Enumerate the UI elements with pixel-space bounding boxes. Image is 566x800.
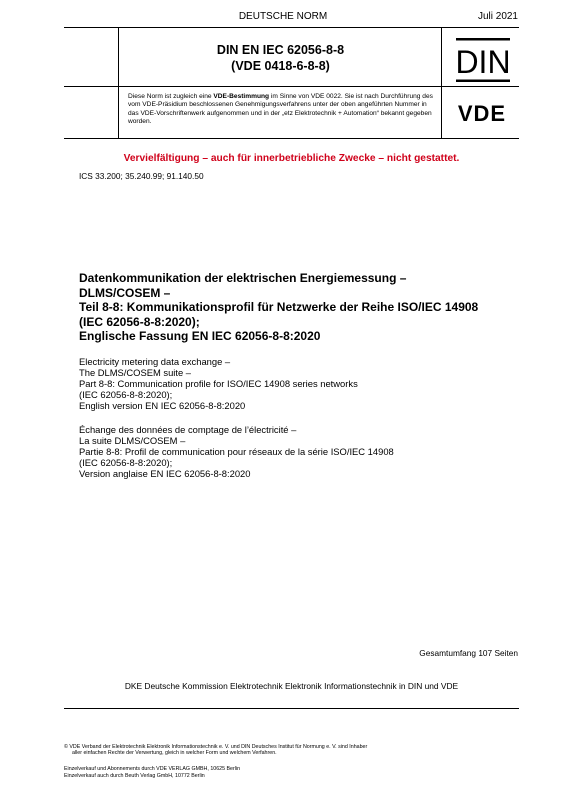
title-de-line: Englische Fassung EN IEC 62056-8-8:2020 (79, 329, 321, 343)
title-fr-line: Échange des données de comptage de l’électricité – (79, 424, 297, 435)
din-logo (455, 37, 511, 83)
title-en-line: English version EN IEC 62056-8-8:2020 (79, 400, 246, 411)
title-de-line: Datenkommunikation der elektrischen Energiemessung – (79, 271, 407, 285)
title-french (79, 424, 519, 479)
title-fr-line: (IEC 62056-8-8:2020); (79, 457, 173, 468)
divider-footer (64, 708, 519, 709)
dke-committee: DKE Deutsche Kommission Elektrotechnik Elektronik Informationstechnik in DIN und VDE (124, 681, 459, 691)
copy-warning: Vervielfältigung – auch für innerbetriebliche Zwecke – nicht gestattet. (123, 153, 460, 164)
title-english (79, 356, 519, 411)
sales-line: Einzelverkauf und Abonnements durch VDE VERLAG GMBH, 10625 Berlin (64, 766, 241, 772)
divider-under-number (64, 86, 519, 87)
copyright-line: © VDE Verband der Elektrotechnik Elektronik Informationstechnik e. V. und DIN Deutsches Institut für Normung e. V. sind Inhaber (64, 744, 368, 750)
din-logo-text: DIN (455, 44, 511, 80)
standard-number-line2: (VDE 0418-6-8-8) (231, 59, 330, 73)
title-fr-line: La suite DLMS/COSEM – (79, 435, 186, 446)
copyright-line: aller einfachen Rechte der Verwertung, gleich in welcher Form und welchem Verfahren. (72, 750, 277, 757)
footer-copyright (64, 744, 504, 757)
title-en-line: Electricity metering data exchange – (79, 356, 231, 367)
title-fr-line: Version anglaise EN IEC 62056-8-8:2020 (79, 468, 251, 479)
vde-logo (448, 102, 516, 124)
title-de-line: DLMS/COSEM – (79, 285, 171, 300)
standard-number (123, 42, 438, 74)
frame-right-rule (441, 27, 442, 138)
vde-note-part2: im Sinne von VDE 0022. Sie ist nach Durchführung des vom VDE-Präsidium beschlossenen Genehmigungsverfahrens unter der oben angeführten Nummer in das VDE-Vorschriftenwerk aufgenommen und in der „etz Elektrotechnik + Automation“ bekannt gegeben worden. (128, 93, 433, 125)
vde-note (128, 93, 436, 126)
frame-left-rule (118, 27, 119, 138)
footer-sales (64, 766, 504, 779)
divider-under-vde-note (64, 138, 519, 139)
title-en-line: Part 8-8: Communication profile for ISO/IEC 14908 series networks (79, 378, 358, 389)
divider-top (64, 27, 519, 28)
publication-date: Juli 2021 (477, 11, 518, 22)
title-german (79, 271, 519, 344)
ics-codes: ICS 33.200; 35.240.99; 91.140.50 (79, 171, 204, 181)
standard-number-line1: DIN EN IEC 62056-8-8 (216, 43, 345, 57)
vde-logo-text: VDE (457, 102, 507, 124)
title-fr-line: Partie 8-8: Profil de communication pour réseaux de la série ISO/IEC 14908 (79, 446, 394, 457)
title-en-line: (IEC 62056-8-8:2020); (79, 389, 173, 400)
page-header-label: DEUTSCHE NORM (238, 11, 328, 22)
title-de-line: (IEC 62056-8-8:2020); (79, 314, 200, 329)
title-de-line: Teil 8-8: Kommunikationsprofil für Netzwerke der Reihe ISO/IEC 14908 (79, 300, 479, 314)
vde-note-bold: VDE-Bestimmung (213, 93, 270, 100)
vde-note-part1: Diese Norm ist zugleich eine (128, 93, 214, 100)
sales-line: Einzelverkauf auch durch Beuth Verlag GmbH, 10772 Berlin (64, 772, 205, 779)
total-pages: Gesamtumfang 107 Seiten (419, 648, 518, 658)
title-en-line: The DLMS/COSEM suite – (79, 367, 192, 378)
